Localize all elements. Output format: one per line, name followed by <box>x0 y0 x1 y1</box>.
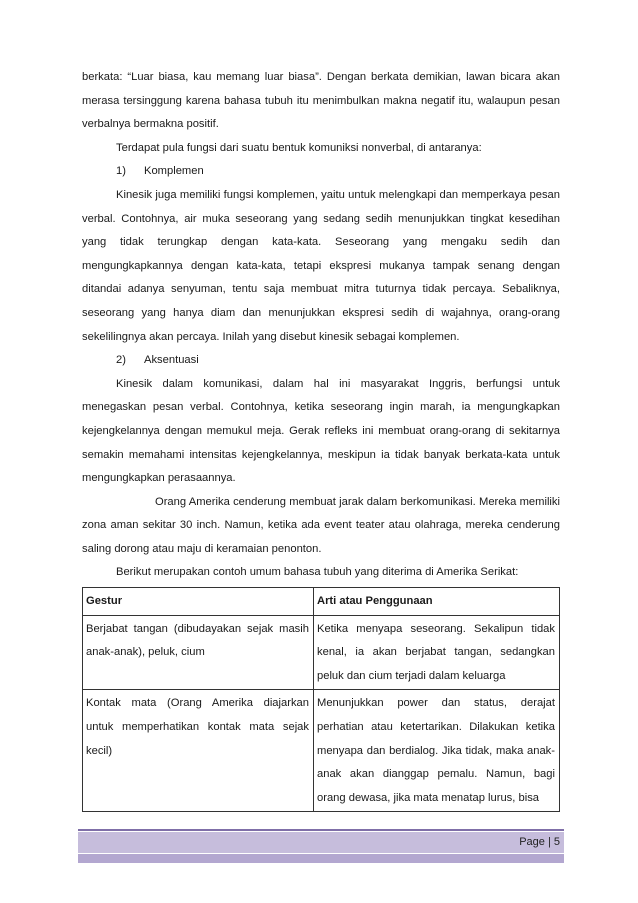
list-item-1 <box>82 160 560 184</box>
table-cell: Kontak mata (Orang Amerika diajarkan untuk memperhatikan kontak mata sejak kecil) <box>83 690 314 812</box>
paragraph-5: Orang Amerika cenderung membuat jarak dalam berkomunikasi. Mereka memiliki zona aman sekitar 30 inch. Namun, ketika ada event teater atau olahraga, mereka cenderung saling dorong atau maju di keramaian penonton. <box>82 495 560 555</box>
table-cell: Berjabat tangan (dibudayakan sejak masih anak-anak), peluk, cium <box>83 615 314 690</box>
list-number: 1) <box>116 165 126 178</box>
page-footer <box>78 829 564 863</box>
paragraph-3: Kinesik juga memiliki fungsi komplemen, yaitu untuk melengkapi dan memperkaya pesan verbal. Contohnya, air muka seseorang yang sedang sedih menunjukkan tingkat kesedihan yang tidak terungkap dengan kata-kata. Seseorang yang mengaku sedih dan mengungkapkannya dengan kata-kata, tetapi ekspresi mukanya tampak senang dengan ditandai adanya senyuman, tentu saja membuat mitra tuturnya tidak percaya. Sebaliknya, seseorang yang hanya diam dan menunjukkan ekspresi sedih di wajahnya, orang-orang sekelilingnya akan percaya. Inilah yang disebut kinesik sebagai komplemen. <box>82 188 560 343</box>
list-item-2 <box>82 349 560 373</box>
paragraph-1: berkata: “Luar biasa, kau memang luar biasa”. Dengan berkata demikian, lawan bicara akan merasa tersinggung karena bahasa tubuh itu menimbulkan makna negatif itu, walaupun pesan verbalnya bermakna positif. <box>82 71 560 131</box>
page-content <box>82 66 560 812</box>
table-row <box>83 615 560 690</box>
gesture-table <box>82 587 560 812</box>
list-label: Komplemen <box>144 165 204 178</box>
footer-rule <box>78 829 564 831</box>
table-header-cell: Arti atau Penggunaan <box>314 588 560 616</box>
table-header-cell: Gestur <box>83 588 314 616</box>
footer-bar-lower <box>78 854 564 863</box>
footer-bar <box>78 832 564 853</box>
paragraph-6: Berikut merupakan contoh umum bahasa tubuh yang diterima di Amerika Serikat: <box>116 566 519 579</box>
paragraph-4: Kinesik dalam komunikasi, dalam hal ini masyarakat Inggris, berfungsi untuk menegaskan pesan verbal. Contohnya, ketika seseorang ingin marah, ia mengungkapkan kejengkelannya dengan memukul meja. Gerak refleks ini membuat orang-orang di sekitarnya semakin memahami intensitas kejengkelannya, meskipun ia tidak banyak berkata-kata untuk mengungkapkan perasaannya. <box>82 377 560 485</box>
table-header-row <box>83 588 560 616</box>
table-cell: Ketika menyapa seseorang. Sekalipun tidak kenal, ia akan berjabat tangan, sedangkan peluk dan cium terjadi dalam keluarga <box>314 615 560 690</box>
list-label: Aksentuasi <box>144 354 199 367</box>
paragraph-2: Terdapat pula fungsi dari suatu bentuk komuniksi nonverbal, di antaranya: <box>116 141 482 154</box>
table-cell: Menunjukkan power dan status, derajat perhatian atau ketertarikan. Dilakukan ketika menyapa dan berdialog. Jika tidak, maka anak-anak akan dianggap pemalu. Namun, bagi orang dewasa, jika mata menatap lurus, bisa <box>314 690 560 812</box>
page-number: Page | 5 <box>519 836 560 848</box>
table-row <box>83 690 560 812</box>
list-number: 2) <box>116 354 126 367</box>
